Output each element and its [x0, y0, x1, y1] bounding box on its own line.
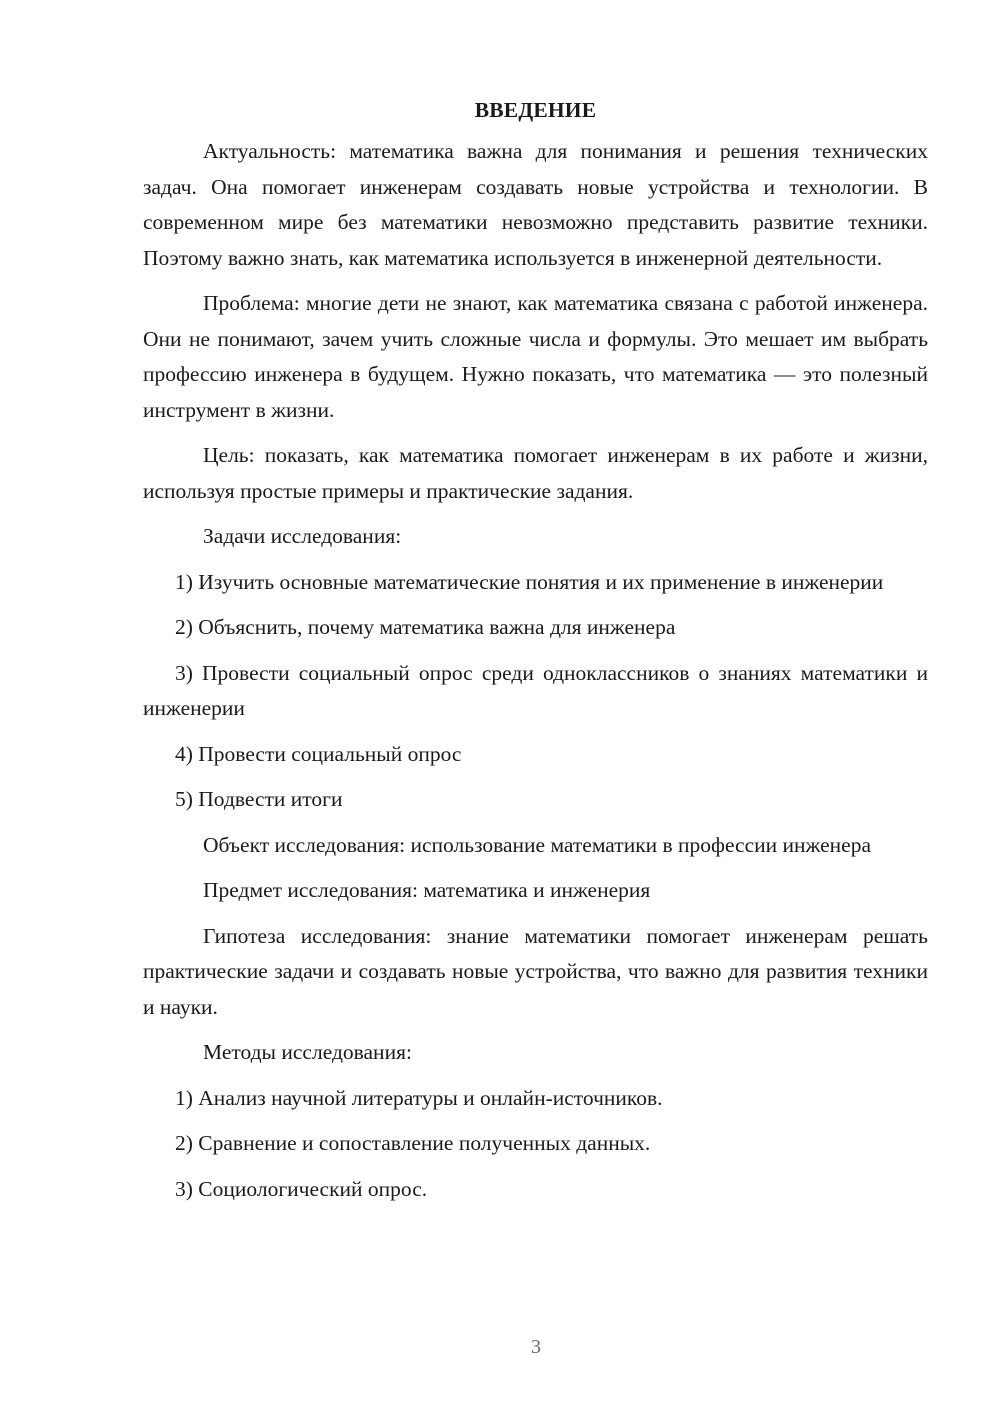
task-item-5: 5) Подвести итоги — [175, 787, 343, 811]
goal-paragraph: Цель: показать, как математика помогает инженерам в их работе и жизни, используя простые примеры и практические задания. — [143, 443, 928, 503]
methods-heading: Методы исследования: — [203, 1040, 412, 1064]
method-item-3: 3) Социологический опрос. — [175, 1176, 428, 1201]
page-number: 3 — [531, 1336, 541, 1358]
problem-paragraph: Проблема: многие дети не знают, как математика связана с работой инженера. Они не понимают, зачем учить сложные числа и формулы. Это мешает им выбрать профессию инженера в будущем. Нужно показать, что математика — это полезный инструмент в жизни. — [143, 291, 928, 422]
task-item-3: 3) Провести социальный опрос среди одноклассников о знаниях математики и инженерии — [143, 660, 928, 720]
task-item-4: 4) Провести социальный опрос — [175, 741, 462, 766]
object-paragraph: Объект исследования: использование математики в профессии инженера — [203, 832, 872, 857]
hypothesis-paragraph: Гипотеза исследования: знание математики помогает инженерам решать практические задачи и создавать новые устройства, что важно для развития техники и науки. — [143, 923, 928, 1019]
method-item-1: 1) Анализ научной литературы и онлайн-источников. — [175, 1085, 663, 1110]
task-item-1: 1) Изучить основные математические понятия и их применение в инженерии — [175, 569, 884, 594]
method-item-2: 2) Сравнение и сопоставление полученных данных. — [175, 1131, 651, 1155]
task-item-2: 2) Объяснить, почему математика важна для инженера — [175, 615, 676, 639]
page-title: ВВЕДЕНИЕ — [474, 98, 597, 122]
relevance-paragraph: Актуальность: математика важна для понимания и решения технических задач. Она помогает инженерам создавать новые устройства и технологии. В современном мире без математики невозможно представить развитие техники. Поэтому важно знать, как математика используется в инженерной деятельности. — [143, 139, 928, 270]
tasks-heading: Задачи исследования: — [203, 524, 402, 548]
page-content — [143, 90, 928, 1217]
subject-paragraph: Предмет исследования: математика и инженерия — [203, 878, 651, 902]
